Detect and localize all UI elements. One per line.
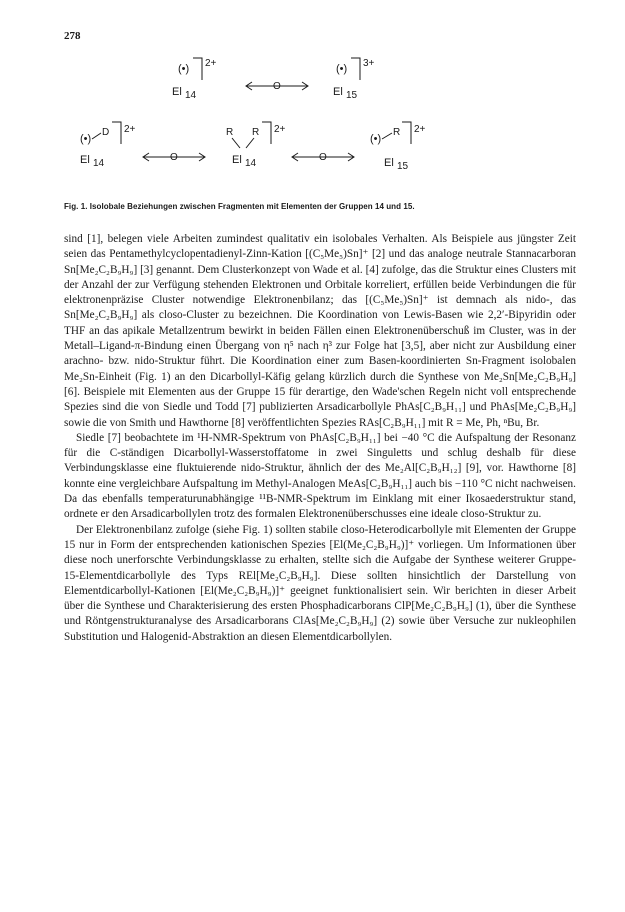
- substituent-right: R: [252, 127, 260, 138]
- fragment-el14-donor: [80, 122, 136, 169]
- lone-pair-symbol: (•): [370, 133, 382, 145]
- figure-caption: Fig. 1. Isolobale Beziehungen zwischen Fragmenten mit Elementen der Gruppen 14 und 15.: [64, 202, 415, 211]
- substituent-left: R: [226, 127, 234, 138]
- bond-line: [382, 133, 392, 139]
- paragraph: sind [1], belegen viele Arbeiten zumindest qualitativ ein isolobales Verhalten. Als Beispiele aus jüngster Zeit seien das Pentamethylcyclopentadienyl-Zinn-Kation [(C₅Me₅)Sn]⁺ [2] und das analoge neutrale Stannacarboran Sn[Me₂C₂B₉H₉] [3] genannt. Dem Clusterkonzept von Wade et al. [4] zufolge, das die Struktur eines Clusters mit der Anzahl der zur Verfügung stehenden Elektronen und Orbitale korreliert, erfüllen beide Verbindungen die für elektronenpräzise Cluster notwendige Elektronenbilanz; das [(C₅Me₅)Sn]⁺ ist demnach als nido-, das Sn[Me₂C₂B₉H₉] als closo-Cluster zu bezeichnen. Die Koordination von Lewis-Basen wie 2,2′-Bipyridin oder THF an das apikale Metallzentrum bewirkt in beiden Fällen einen Elektronenüberschuß im Cluster, was in der Metall–Ligand-π-Bindung einen Übergang von η⁵ nach η³ zur Folge hat [3,5], aber nicht zur Ausbildung einer arachno- bzw. nido-Struktur führt. Die Koordination einer zum Basen-koordinierten Sn-Fragment isolobalen Me₂Sn-Einheit (Fig. 1) an den Dicarbollyl-Käfig gelang kürzlich durch die Synthese von Me₂Sn[Me₂C₂B₉H₉] [6]. Beispiele mit Elementen aus der Gruppe 15 für derartige, den Wade'schen Regeln nicht voll entsprechende Spezies sind die von Siedle und Todd [7] publizierten Arsadicarbollyle PhAs[C₂B₉H₁₁] und PhAs[Me₂C₂B₉H₉] sowie die von Smith und Hawthorne [8] veröffentlichten Spezies RAs[C₂B₉H₁₁] mit R = Me, Ph, ⁿBu, Br.: [64, 233, 576, 429]
- isolobal-symbol: O: [170, 152, 178, 163]
- isolobal-symbol: O: [319, 152, 327, 163]
- charge-bracket: [351, 58, 360, 80]
- group-number: 15: [346, 90, 358, 101]
- lone-pair-symbol: (•): [178, 63, 190, 75]
- charge-label: 2+: [274, 124, 286, 135]
- charge-bracket: [193, 58, 202, 80]
- charge-bracket: [402, 122, 411, 144]
- group-number: 15: [397, 161, 409, 172]
- element-label: El: [172, 86, 182, 98]
- charge-bracket: [262, 122, 271, 144]
- isolobal-figure: [0, 0, 625, 200]
- bond-line: [232, 138, 240, 148]
- isolobal-arrow-bottom-1: [143, 152, 205, 163]
- group-number: 14: [93, 158, 105, 169]
- paragraph: Der Elektronenbilanz zufolge (siehe Fig. 1) sollten stabile closo-Heterodicarbollyle mit Elementen der Gruppe 15 nur in Form der entsprechenden kationischen Spezies [El(Me₂C₂B₉H₉)]⁺ vorliegen. Um Informationen über diese noch unerforschte Verbindungsklasse zu erhalten, stellte sich die Aufgabe der Synthese weiterer Gruppe-15-Elementdicarbollyle des Typs REl[Me₂C₂B₉H₉]. Diese sollten hinsichtlich der Darstellung von Elementdicarbollyl-Kationen [El(Me₂C₂B₉H₉)]⁺ geeignet funktionalisiert sein. Wir berichten in dieser Arbeit über die Synthese und Charakterisierung des ersten Phosphadicarborans ClP[Me₂C₂B₉H₉] (1), über die Synthese und Röntgenstrukturanalyse des Arsadicarborans ClAs[Me₂C₂B₉H₉] (2) sowie über Versuche zur nukleophilen Substitution und Halogenid-Abstraktion an diesen Elementdicarbollylen.: [64, 523, 576, 643]
- element-label: El: [384, 157, 394, 169]
- fragment-el14-top: [172, 58, 217, 101]
- fragment-el15-top: [333, 58, 375, 101]
- paragraph: Siedle [7] beobachtete im ¹H-NMR-Spektrum von PhAs[C₂B₉H₁₁] bei −40 °C die Aufspaltung der Resonanz für die C-ständigen Dicarbollyl-Wasserstoffatome in zwei Singuletts und schlug deshalb für diese Verbindungsklasse eine fluktuierende nido-Struktur, ähnlich der des Me₂Al[C₂B₉H₁₂] [9], vor. Hawthorne [8] konnte eine vergleichbare Aufspaltung im Methyl-Analogen MeAs[C₂B₉H₁₁] auch bis −110 °C nicht nachweisen. Da das ebenfalls temperaturunabhängige ¹¹B-NMR-Spektrum im Einklang mit einer Ikosaederstruktur stand, ordnete er den Arsadicarbollylen trotz des formalen Elektronenüberschusses eine ideale closo-Struktur zu.: [64, 431, 576, 521]
- charge-label: 2+: [205, 58, 217, 69]
- isolobal-arrow-bottom-2: [292, 152, 354, 163]
- element-label: El: [333, 86, 343, 98]
- group-number: 14: [185, 90, 197, 101]
- group-number: 14: [245, 158, 257, 169]
- element-label: El: [80, 154, 90, 166]
- isolobal-arrow-top: [246, 81, 308, 92]
- element-label: El: [232, 154, 242, 166]
- substituent-label: R: [393, 127, 401, 138]
- charge-label: 3+: [363, 58, 375, 69]
- charge-bracket: [112, 122, 121, 144]
- page-number: 278: [64, 30, 81, 42]
- fragment-el15-alkyl: [370, 122, 426, 172]
- isolobal-symbol: O: [273, 81, 281, 92]
- donor-label: D: [102, 127, 110, 138]
- lone-pair-symbol: (•): [80, 133, 92, 145]
- charge-label: 2+: [414, 124, 426, 135]
- lone-pair-symbol: (•): [336, 63, 348, 75]
- bond-line: [246, 138, 254, 148]
- fragment-el14-dialkyl: [226, 122, 286, 169]
- body-text: [64, 232, 576, 645]
- bond-line: [92, 133, 101, 139]
- charge-label: 2+: [124, 124, 136, 135]
